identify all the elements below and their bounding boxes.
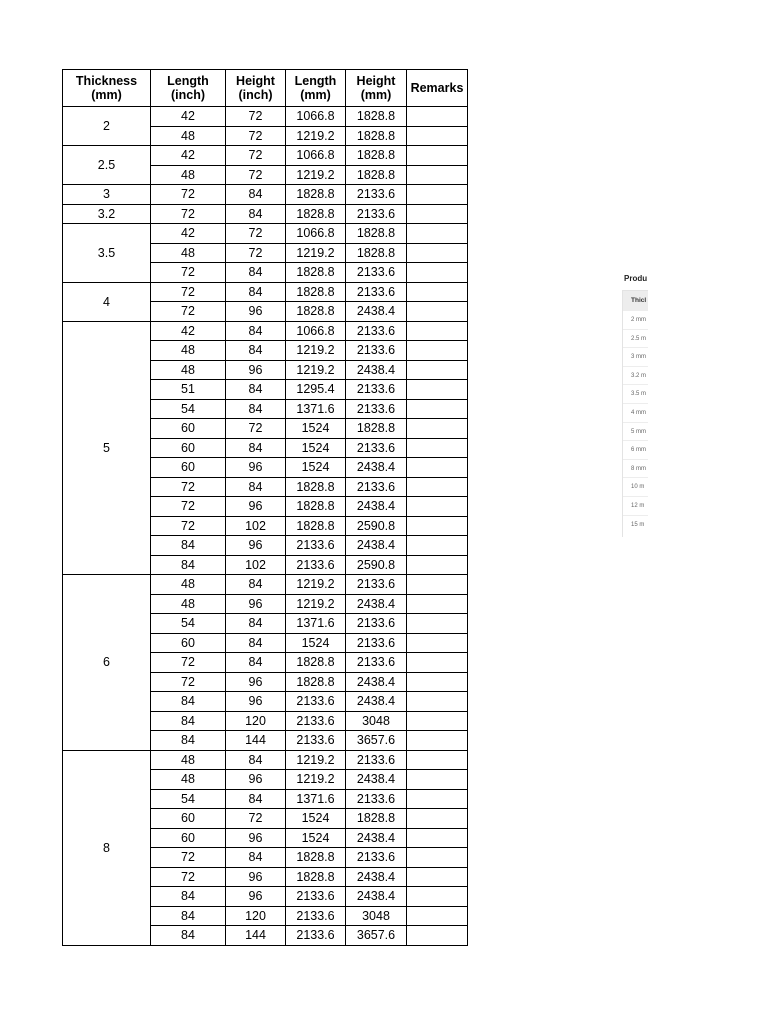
- remarks-cell: [407, 321, 468, 341]
- product-panel-row: 6 mm: [623, 440, 648, 459]
- height-inch-cell: 102: [226, 516, 286, 536]
- length-inch-cell: 72: [151, 497, 226, 517]
- length-inch-cell: 42: [151, 107, 226, 127]
- height-mm-cell: 2133.6: [346, 848, 407, 868]
- length-mm-cell: 1066.8: [286, 321, 346, 341]
- height-mm-cell: 2438.4: [346, 536, 407, 556]
- length-mm-cell: 2133.6: [286, 536, 346, 556]
- height-mm-cell: 2438.4: [346, 692, 407, 712]
- length-inch-cell: 48: [151, 750, 226, 770]
- length-inch-cell: 42: [151, 146, 226, 166]
- length-mm-cell: 1828.8: [286, 653, 346, 673]
- length-inch-cell: 60: [151, 438, 226, 458]
- height-mm-cell: 2438.4: [346, 302, 407, 322]
- length-mm-cell: 2133.6: [286, 711, 346, 731]
- thickness-cell: 3: [63, 185, 151, 205]
- remarks-cell: [407, 575, 468, 595]
- height-inch-cell: 96: [226, 770, 286, 790]
- height-mm-cell: 2133.6: [346, 653, 407, 673]
- height-inch-cell: 96: [226, 594, 286, 614]
- length-inch-cell: 42: [151, 321, 226, 341]
- height-inch-cell: 84: [226, 789, 286, 809]
- header-length-mm: Length (mm): [286, 70, 346, 107]
- remarks-cell: [407, 204, 468, 224]
- length-mm-cell: 1524: [286, 809, 346, 829]
- thickness-cell: 3.2: [63, 204, 151, 224]
- height-mm-cell: 2438.4: [346, 360, 407, 380]
- remarks-cell: [407, 789, 468, 809]
- height-inch-cell: 96: [226, 360, 286, 380]
- length-mm-cell: 1828.8: [286, 282, 346, 302]
- table-row: [63, 575, 468, 595]
- height-mm-cell: 2438.4: [346, 828, 407, 848]
- remarks-cell: [407, 165, 468, 185]
- remarks-cell: [407, 224, 468, 244]
- height-inch-cell: 84: [226, 399, 286, 419]
- product-panel-row: 15 m: [623, 515, 648, 534]
- height-inch-cell: 84: [226, 380, 286, 400]
- length-inch-cell: 60: [151, 419, 226, 439]
- height-inch-cell: 72: [226, 107, 286, 127]
- header-length-inch: Length (inch): [151, 70, 226, 107]
- product-panel-row: 8 mm: [623, 459, 648, 478]
- height-mm-cell: 2438.4: [346, 672, 407, 692]
- height-mm-cell: 2438.4: [346, 594, 407, 614]
- length-mm-cell: 1524: [286, 438, 346, 458]
- height-inch-cell: 84: [226, 321, 286, 341]
- remarks-cell: [407, 302, 468, 322]
- length-mm-cell: 1828.8: [286, 185, 346, 205]
- height-inch-cell: 84: [226, 438, 286, 458]
- thickness-cell: 6: [63, 575, 151, 751]
- product-panel-row: 3 mm: [623, 347, 648, 366]
- length-inch-cell: 60: [151, 828, 226, 848]
- length-inch-cell: 72: [151, 185, 226, 205]
- table-row: [63, 750, 468, 770]
- height-inch-cell: 144: [226, 731, 286, 751]
- height-mm-cell: 2133.6: [346, 282, 407, 302]
- height-mm-cell: 2133.6: [346, 477, 407, 497]
- length-mm-cell: 1219.2: [286, 360, 346, 380]
- product-panel-row: 10 m: [623, 477, 648, 496]
- remarks-cell: [407, 711, 468, 731]
- length-mm-cell: 2133.6: [286, 926, 346, 946]
- product-panel-clipped: [622, 272, 648, 537]
- height-inch-cell: 84: [226, 477, 286, 497]
- remarks-cell: [407, 399, 468, 419]
- height-mm-cell: 3657.6: [346, 926, 407, 946]
- length-inch-cell: 72: [151, 204, 226, 224]
- length-inch-cell: 84: [151, 731, 226, 751]
- height-inch-cell: 72: [226, 809, 286, 829]
- product-panel-row: 2.5 m: [623, 329, 648, 348]
- thickness-cell: 3.5: [63, 224, 151, 283]
- height-inch-cell: 72: [226, 146, 286, 166]
- length-mm-cell: 1828.8: [286, 204, 346, 224]
- product-panel-row: 3.5 m: [623, 384, 648, 403]
- remarks-cell: [407, 867, 468, 887]
- product-panel-row: 4 mm: [623, 403, 648, 422]
- length-mm-cell: 2133.6: [286, 731, 346, 751]
- table-row: [63, 107, 468, 127]
- length-mm-cell: 1066.8: [286, 107, 346, 127]
- remarks-cell: [407, 516, 468, 536]
- height-mm-cell: 2590.8: [346, 516, 407, 536]
- length-inch-cell: 54: [151, 399, 226, 419]
- remarks-cell: [407, 497, 468, 517]
- height-mm-cell: 2133.6: [346, 341, 407, 361]
- length-mm-cell: 1066.8: [286, 146, 346, 166]
- glass-size-table: [62, 69, 468, 946]
- remarks-cell: [407, 360, 468, 380]
- length-mm-cell: 1371.6: [286, 789, 346, 809]
- length-inch-cell: 84: [151, 926, 226, 946]
- length-inch-cell: 48: [151, 360, 226, 380]
- height-mm-cell: 1828.8: [346, 126, 407, 146]
- length-mm-cell: 1066.8: [286, 224, 346, 244]
- height-mm-cell: 2590.8: [346, 555, 407, 575]
- height-mm-cell: 2133.6: [346, 789, 407, 809]
- height-mm-cell: 2438.4: [346, 458, 407, 478]
- length-inch-cell: 60: [151, 458, 226, 478]
- remarks-cell: [407, 770, 468, 790]
- height-inch-cell: 96: [226, 536, 286, 556]
- height-mm-cell: 2438.4: [346, 497, 407, 517]
- length-inch-cell: 48: [151, 243, 226, 263]
- remarks-cell: [407, 107, 468, 127]
- product-panel-row: 12 m: [623, 496, 648, 515]
- length-mm-cell: 1828.8: [286, 263, 346, 283]
- height-inch-cell: 72: [226, 224, 286, 244]
- height-inch-cell: 84: [226, 185, 286, 205]
- table-row: [63, 204, 468, 224]
- remarks-cell: [407, 848, 468, 868]
- product-panel-header: Thicl: [623, 291, 648, 310]
- thickness-cell: 2.5: [63, 146, 151, 185]
- length-mm-cell: 2133.6: [286, 906, 346, 926]
- remarks-cell: [407, 633, 468, 653]
- remarks-cell: [407, 341, 468, 361]
- remarks-cell: [407, 243, 468, 263]
- height-inch-cell: 96: [226, 672, 286, 692]
- height-inch-cell: 96: [226, 867, 286, 887]
- length-mm-cell: 1524: [286, 419, 346, 439]
- length-inch-cell: 84: [151, 711, 226, 731]
- product-panel-title: Produ: [624, 274, 648, 283]
- length-mm-cell: 1295.4: [286, 380, 346, 400]
- height-inch-cell: 72: [226, 419, 286, 439]
- height-mm-cell: 2133.6: [346, 204, 407, 224]
- length-mm-cell: 1828.8: [286, 672, 346, 692]
- length-inch-cell: 84: [151, 887, 226, 907]
- length-mm-cell: 1524: [286, 458, 346, 478]
- height-inch-cell: 72: [226, 243, 286, 263]
- height-inch-cell: 96: [226, 302, 286, 322]
- remarks-cell: [407, 906, 468, 926]
- length-inch-cell: 60: [151, 633, 226, 653]
- header-thickness-mm: Thickness (mm): [63, 70, 151, 107]
- remarks-cell: [407, 614, 468, 634]
- length-mm-cell: 1219.2: [286, 165, 346, 185]
- height-mm-cell: 2133.6: [346, 438, 407, 458]
- remarks-cell: [407, 809, 468, 829]
- thickness-cell: 4: [63, 282, 151, 321]
- height-mm-cell: 1828.8: [346, 224, 407, 244]
- height-mm-cell: 1828.8: [346, 146, 407, 166]
- height-mm-cell: 2438.4: [346, 867, 407, 887]
- length-inch-cell: 51: [151, 380, 226, 400]
- product-panel-row: 2 mm: [623, 310, 648, 329]
- table-row: [63, 282, 468, 302]
- remarks-cell: [407, 185, 468, 205]
- thickness-cell: 5: [63, 321, 151, 575]
- remarks-cell: [407, 672, 468, 692]
- height-inch-cell: 120: [226, 711, 286, 731]
- remarks-cell: [407, 419, 468, 439]
- height-inch-cell: 72: [226, 126, 286, 146]
- height-mm-cell: 2438.4: [346, 887, 407, 907]
- remarks-cell: [407, 692, 468, 712]
- table-row: [63, 146, 468, 166]
- height-inch-cell: 84: [226, 653, 286, 673]
- product-panel-table: [622, 290, 648, 537]
- remarks-cell: [407, 126, 468, 146]
- height-mm-cell: 2133.6: [346, 575, 407, 595]
- length-inch-cell: 84: [151, 555, 226, 575]
- remarks-cell: [407, 653, 468, 673]
- length-mm-cell: 1219.2: [286, 594, 346, 614]
- length-inch-cell: 84: [151, 906, 226, 926]
- table-row: [63, 185, 468, 205]
- height-inch-cell: 96: [226, 458, 286, 478]
- length-inch-cell: 72: [151, 302, 226, 322]
- length-mm-cell: 1828.8: [286, 516, 346, 536]
- length-inch-cell: 72: [151, 867, 226, 887]
- length-mm-cell: 1828.8: [286, 848, 346, 868]
- height-inch-cell: 84: [226, 282, 286, 302]
- length-inch-cell: 72: [151, 848, 226, 868]
- length-mm-cell: 2133.6: [286, 887, 346, 907]
- remarks-cell: [407, 458, 468, 478]
- length-inch-cell: 60: [151, 809, 226, 829]
- table-header-row: [63, 70, 468, 107]
- height-mm-cell: 1828.8: [346, 809, 407, 829]
- height-inch-cell: 96: [226, 497, 286, 517]
- height-mm-cell: 2133.6: [346, 380, 407, 400]
- remarks-cell: [407, 555, 468, 575]
- length-mm-cell: 1219.2: [286, 126, 346, 146]
- height-inch-cell: 96: [226, 692, 286, 712]
- height-inch-cell: 84: [226, 750, 286, 770]
- length-inch-cell: 48: [151, 575, 226, 595]
- remarks-cell: [407, 263, 468, 283]
- header-height-inch: Height (inch): [226, 70, 286, 107]
- length-mm-cell: 1219.2: [286, 243, 346, 263]
- length-inch-cell: 72: [151, 653, 226, 673]
- height-inch-cell: 72: [226, 165, 286, 185]
- height-inch-cell: 84: [226, 263, 286, 283]
- thickness-cell: 2: [63, 107, 151, 146]
- remarks-cell: [407, 477, 468, 497]
- height-inch-cell: 102: [226, 555, 286, 575]
- remarks-cell: [407, 146, 468, 166]
- height-mm-cell: 2133.6: [346, 263, 407, 283]
- height-inch-cell: 84: [226, 341, 286, 361]
- length-inch-cell: 48: [151, 165, 226, 185]
- height-inch-cell: 96: [226, 887, 286, 907]
- length-mm-cell: 1219.2: [286, 341, 346, 361]
- table-body: [63, 107, 468, 946]
- remarks-cell: [407, 887, 468, 907]
- height-mm-cell: 2438.4: [346, 770, 407, 790]
- height-inch-cell: 84: [226, 614, 286, 634]
- table-row: [63, 321, 468, 341]
- height-mm-cell: 2133.6: [346, 399, 407, 419]
- thickness-cell: 8: [63, 750, 151, 945]
- height-inch-cell: 144: [226, 926, 286, 946]
- length-mm-cell: 1828.8: [286, 497, 346, 517]
- length-mm-cell: 2133.6: [286, 555, 346, 575]
- height-mm-cell: 2133.6: [346, 614, 407, 634]
- height-inch-cell: 96: [226, 828, 286, 848]
- length-inch-cell: 48: [151, 341, 226, 361]
- height-mm-cell: 2133.6: [346, 633, 407, 653]
- length-mm-cell: 1828.8: [286, 477, 346, 497]
- height-mm-cell: 1828.8: [346, 243, 407, 263]
- length-inch-cell: 54: [151, 789, 226, 809]
- length-inch-cell: 72: [151, 516, 226, 536]
- remarks-cell: [407, 380, 468, 400]
- length-inch-cell: 42: [151, 224, 226, 244]
- height-mm-cell: 3048: [346, 906, 407, 926]
- remarks-cell: [407, 926, 468, 946]
- table-row: [63, 224, 468, 244]
- length-mm-cell: 2133.6: [286, 692, 346, 712]
- length-mm-cell: 1524: [286, 828, 346, 848]
- length-inch-cell: 48: [151, 594, 226, 614]
- remarks-cell: [407, 438, 468, 458]
- remarks-cell: [407, 282, 468, 302]
- remarks-cell: [407, 594, 468, 614]
- remarks-cell: [407, 750, 468, 770]
- height-mm-cell: 1828.8: [346, 165, 407, 185]
- length-mm-cell: 1219.2: [286, 575, 346, 595]
- height-inch-cell: 120: [226, 906, 286, 926]
- header-height-mm: Height (mm): [346, 70, 407, 107]
- height-mm-cell: 1828.8: [346, 107, 407, 127]
- height-mm-cell: 3657.6: [346, 731, 407, 751]
- height-mm-cell: 3048: [346, 711, 407, 731]
- height-mm-cell: 2133.6: [346, 185, 407, 205]
- length-inch-cell: 84: [151, 692, 226, 712]
- length-inch-cell: 72: [151, 477, 226, 497]
- remarks-cell: [407, 828, 468, 848]
- height-inch-cell: 84: [226, 204, 286, 224]
- height-mm-cell: 2133.6: [346, 321, 407, 341]
- length-mm-cell: 1219.2: [286, 750, 346, 770]
- length-mm-cell: 1371.6: [286, 614, 346, 634]
- header-remarks: Remarks: [407, 70, 468, 107]
- height-inch-cell: 84: [226, 633, 286, 653]
- product-panel-row: 3.2 m: [623, 366, 648, 385]
- length-mm-cell: 1828.8: [286, 867, 346, 887]
- length-inch-cell: 72: [151, 672, 226, 692]
- length-mm-cell: 1524: [286, 633, 346, 653]
- length-mm-cell: 1371.6: [286, 399, 346, 419]
- height-inch-cell: 84: [226, 848, 286, 868]
- length-inch-cell: 48: [151, 770, 226, 790]
- length-inch-cell: 72: [151, 282, 226, 302]
- height-inch-cell: 84: [226, 575, 286, 595]
- length-mm-cell: 1828.8: [286, 302, 346, 322]
- length-mm-cell: 1219.2: [286, 770, 346, 790]
- remarks-cell: [407, 536, 468, 556]
- length-inch-cell: 48: [151, 126, 226, 146]
- height-mm-cell: 2133.6: [346, 750, 407, 770]
- product-panel-row: 5 mm: [623, 422, 648, 441]
- height-mm-cell: 1828.8: [346, 419, 407, 439]
- length-inch-cell: 72: [151, 263, 226, 283]
- length-inch-cell: 84: [151, 536, 226, 556]
- length-inch-cell: 54: [151, 614, 226, 634]
- remarks-cell: [407, 731, 468, 751]
